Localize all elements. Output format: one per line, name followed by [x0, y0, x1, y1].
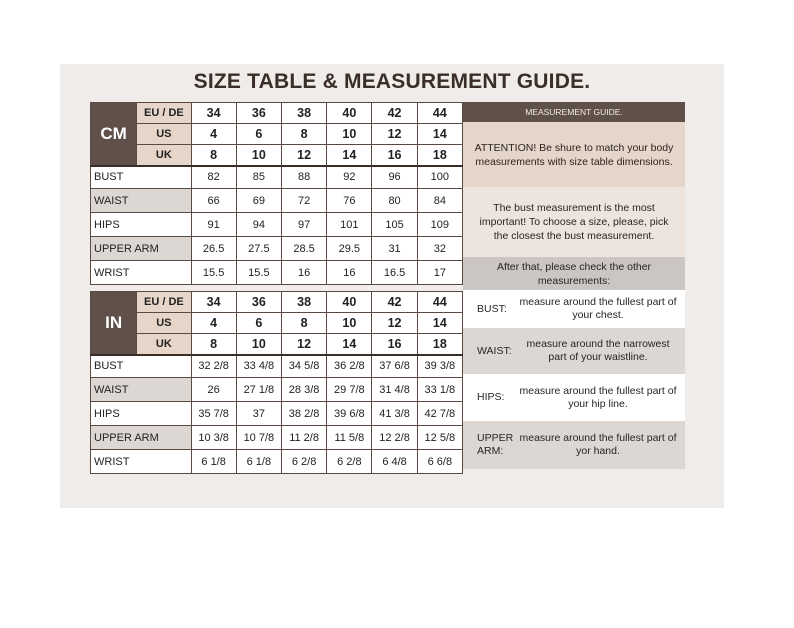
size-cell: 36	[236, 292, 281, 313]
attention-note: ATTENTION! Be shure to match your body measurements with size table dimensions.	[463, 122, 685, 187]
measurement-value: 6 6/8	[417, 450, 462, 474]
measurement-value: 66	[191, 189, 236, 213]
size-cell: 4	[191, 124, 236, 145]
in-row-us	[91, 313, 463, 334]
measurement-value: 91	[191, 213, 236, 237]
measurement-value: 11 5/8	[327, 426, 372, 450]
system-label: US	[137, 124, 191, 145]
guide-item-desc: measure around the fullest part of your chest.	[519, 296, 677, 321]
size-cell: 40	[327, 292, 372, 313]
system-label: EU / DE	[137, 103, 191, 124]
measurement-value: 10 3/8	[191, 426, 236, 450]
cm-unit-label: CM	[91, 103, 137, 166]
size-cell: 36	[236, 103, 281, 124]
measurement-value: 26	[191, 378, 236, 402]
measurement-value: 15.5	[236, 261, 281, 285]
size-cell: 16	[372, 334, 417, 355]
in-row-upper-arm	[91, 426, 463, 450]
guide-item-desc: measure around the narrowest part of your waistline.	[526, 338, 670, 363]
size-cell: 12	[281, 145, 326, 166]
in-row-uk	[91, 334, 463, 355]
size-cell: 44	[417, 292, 462, 313]
measurement-value: 69	[236, 189, 281, 213]
system-label: UK	[137, 334, 191, 355]
size-cell: 8	[191, 145, 236, 166]
measurement-value: 16.5	[372, 261, 417, 285]
cm-row-us	[91, 124, 463, 145]
measurement-label: WRIST	[91, 261, 192, 285]
measurement-value: 6 4/8	[372, 450, 417, 474]
size-cell: 10	[236, 334, 281, 355]
measurement-value: 28.5	[281, 237, 326, 261]
system-label: UK	[137, 145, 191, 166]
measurement-value: 6 1/8	[191, 450, 236, 474]
in-row-eu	[91, 292, 463, 313]
size-cell: 42	[372, 292, 417, 313]
measurement-value: 72	[281, 189, 326, 213]
size-cell: 40	[327, 103, 372, 124]
guide-item-desc: measure around the fullest part of yor hand.	[519, 432, 677, 457]
measurement-label: WAIST	[91, 189, 192, 213]
measurement-value: 33 1/8	[417, 378, 462, 402]
in-row-bust	[91, 355, 463, 378]
measurement-value: 6 1/8	[236, 450, 281, 474]
measurement-value: 26.5	[191, 237, 236, 261]
size-cell: 44	[417, 103, 462, 124]
measurement-value: 29.5	[327, 237, 372, 261]
size-cell: 18	[417, 145, 462, 166]
measurement-value: 6 2/8	[281, 450, 326, 474]
cm-row-uk	[91, 145, 463, 166]
cm-row-bust	[91, 166, 463, 189]
size-cell: 6	[236, 313, 281, 334]
in-row-waist	[91, 378, 463, 402]
guide-item-label: WAIST:	[477, 344, 512, 357]
size-cell: 4	[191, 313, 236, 334]
measurement-value: 12 5/8	[417, 426, 462, 450]
measurement-value: 109	[417, 213, 462, 237]
measurement-value: 100	[417, 166, 462, 189]
measurement-value: 80	[372, 189, 417, 213]
system-label: EU / DE	[137, 292, 191, 313]
size-cell: 12	[372, 313, 417, 334]
measurement-value: 27 1/8	[236, 378, 281, 402]
size-cell: 14	[417, 313, 462, 334]
size-cell: 6	[236, 124, 281, 145]
measurement-label: HIPS	[91, 402, 192, 426]
size-cell: 34	[191, 103, 236, 124]
measurement-value: 36 2/8	[327, 355, 372, 378]
measurement-value: 39 6/8	[327, 402, 372, 426]
measurement-value: 17	[417, 261, 462, 285]
cm-row-hips	[91, 213, 463, 237]
measurement-label: BUST	[91, 355, 192, 378]
in-row-wrist	[91, 450, 463, 474]
measurement-value: 39 3/8	[417, 355, 462, 378]
size-cell: 14	[327, 334, 372, 355]
measurement-value: 16	[327, 261, 372, 285]
measurement-value: 16	[281, 261, 326, 285]
measurement-value: 84	[417, 189, 462, 213]
measurement-value: 12 2/8	[372, 426, 417, 450]
measurement-label: WRIST	[91, 450, 192, 474]
cm-row-wrist	[91, 261, 463, 285]
guide-item-upper-arm	[463, 421, 685, 469]
measurement-value: 32 2/8	[191, 355, 236, 378]
size-cell: 14	[417, 124, 462, 145]
measurement-value: 105	[372, 213, 417, 237]
size-cell: 34	[191, 292, 236, 313]
measurement-value: 37	[236, 402, 281, 426]
system-label: US	[137, 313, 191, 334]
guide-item-bust	[463, 290, 685, 328]
measurement-value: 76	[327, 189, 372, 213]
bust-note: The bust measurement is the most important! To choose a size, please, pick the closest the bust measurement.	[463, 187, 685, 257]
measurement-label: UPPER ARM	[91, 426, 192, 450]
size-cell: 18	[417, 334, 462, 355]
measurement-value: 92	[327, 166, 372, 189]
guide-heading: MEASUREMENT GUIDE.	[463, 102, 685, 122]
measurement-guide-panel	[463, 102, 685, 469]
guide-item-label: UPPER ARM:	[477, 432, 514, 457]
check-note: After that, please check the other measurements:	[463, 257, 685, 290]
size-cell: 42	[372, 103, 417, 124]
measurement-value: 29 7/8	[327, 378, 372, 402]
size-cell: 8	[281, 124, 326, 145]
size-cell: 12	[281, 334, 326, 355]
measurement-value: 33 4/8	[236, 355, 281, 378]
measurement-value: 34 5/8	[281, 355, 326, 378]
guide-item-label: HIPS:	[477, 391, 505, 403]
measurement-value: 10 7/8	[236, 426, 281, 450]
measurement-label: HIPS	[91, 213, 192, 237]
size-cell: 10	[327, 313, 372, 334]
size-cell: 16	[372, 145, 417, 166]
measurement-value: 97	[281, 213, 326, 237]
measurement-value: 35 7/8	[191, 402, 236, 426]
guide-item-desc: measure around the fullest part of your hip line.	[519, 384, 677, 410]
size-cell: 38	[281, 292, 326, 313]
measurement-value: 15.5	[191, 261, 236, 285]
measurement-value: 96	[372, 166, 417, 189]
cm-row-waist	[91, 189, 463, 213]
measurement-value: 28 3/8	[281, 378, 326, 402]
guide-item-waist	[463, 328, 685, 374]
measurement-value: 101	[327, 213, 372, 237]
size-cell: 10	[236, 145, 281, 166]
measurement-value: 27.5	[236, 237, 281, 261]
measurement-value: 31 4/8	[372, 378, 417, 402]
in-size-table	[90, 291, 463, 474]
measurement-value: 37 6/8	[372, 355, 417, 378]
measurement-value: 32	[417, 237, 462, 261]
size-cell: 14	[327, 145, 372, 166]
guide-item-hips	[463, 374, 685, 421]
size-cell: 8	[281, 313, 326, 334]
size-cell: 8	[191, 334, 236, 355]
size-cell: 10	[327, 124, 372, 145]
measurement-value: 88	[281, 166, 326, 189]
measurement-value: 41 3/8	[372, 402, 417, 426]
measurement-value: 6 2/8	[327, 450, 372, 474]
cm-row-eu	[91, 103, 463, 124]
in-unit-label: IN	[91, 292, 137, 355]
cm-row-upper-arm	[91, 237, 463, 261]
in-row-hips	[91, 402, 463, 426]
size-cell: 12	[372, 124, 417, 145]
cm-size-table	[90, 102, 463, 285]
measurement-value: 94	[236, 213, 281, 237]
measurement-value: 38 2/8	[281, 402, 326, 426]
measurement-value: 31	[372, 237, 417, 261]
measurement-value: 11 2/8	[281, 426, 326, 450]
measurement-label: BUST	[91, 166, 192, 189]
measurement-value: 42 7/8	[417, 402, 462, 426]
guide-item-label: BUST:	[477, 302, 507, 315]
measurement-label: UPPER ARM	[91, 237, 192, 261]
measurement-label: WAIST	[91, 378, 192, 402]
page-title: SIZE TABLE & MEASUREMENT GUIDE.	[193, 70, 591, 93]
measurement-value: 82	[191, 166, 236, 189]
measurement-value: 85	[236, 166, 281, 189]
size-cell: 38	[281, 103, 326, 124]
